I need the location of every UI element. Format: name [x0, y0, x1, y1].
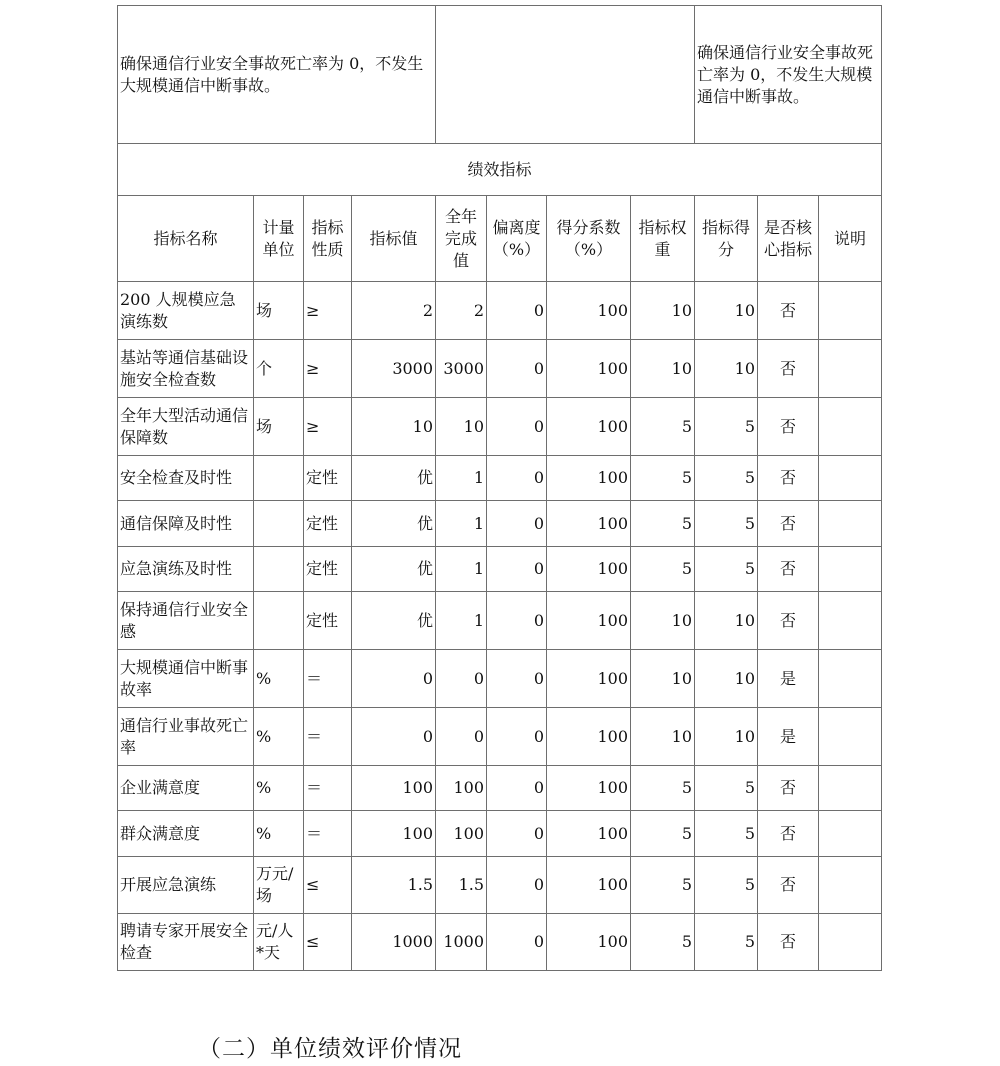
cell-value: 1000 [352, 914, 436, 971]
cell-unit [254, 501, 304, 547]
cell-name: 安全检查及时性 [118, 456, 254, 501]
cell-note [819, 914, 882, 971]
cell-annual: 1 [436, 547, 487, 592]
header-nature: 指标性质 [304, 196, 352, 282]
cell-annual: 10 [436, 398, 487, 456]
cell-note [819, 501, 882, 547]
table-row [118, 708, 882, 766]
cell-name: 企业满意度 [118, 766, 254, 811]
cell-note [819, 708, 882, 766]
cell-core: 否 [758, 340, 819, 398]
cell-note [819, 857, 882, 914]
cell-nature: ≤ [304, 857, 352, 914]
cell-value: 0 [352, 708, 436, 766]
section-heading: （二）单位绩效评价情况 [198, 1036, 462, 1062]
cell-coef: 100 [547, 547, 631, 592]
cell-core: 否 [758, 914, 819, 971]
header-core: 是否核心指标 [758, 196, 819, 282]
cell-coef: 100 [547, 650, 631, 708]
cell-score: 5 [695, 811, 758, 857]
cell-name: 通信行业事故死亡率 [118, 708, 254, 766]
cell-coef: 100 [547, 282, 631, 340]
header-row [118, 196, 882, 282]
cell-annual: 100 [436, 811, 487, 857]
cell-note [819, 592, 882, 650]
table-row [118, 547, 882, 592]
table-row [118, 456, 882, 501]
cell-weight: 10 [631, 592, 695, 650]
cell-name: 群众满意度 [118, 811, 254, 857]
cell-deviation: 0 [487, 857, 547, 914]
cell-deviation: 0 [487, 282, 547, 340]
cell-value: 优 [352, 501, 436, 547]
cell-core: 否 [758, 857, 819, 914]
cell-core: 否 [758, 282, 819, 340]
header-name: 指标名称 [118, 196, 254, 282]
cell-score: 10 [695, 282, 758, 340]
cell-note [819, 547, 882, 592]
table-row [118, 282, 882, 340]
cell-name: 通信保障及时性 [118, 501, 254, 547]
cell-nature: ＝ [304, 811, 352, 857]
header-value: 指标值 [352, 196, 436, 282]
cell-annual: 1.5 [436, 857, 487, 914]
cell-annual: 1 [436, 592, 487, 650]
cell-nature: ≤ [304, 914, 352, 971]
table-row [118, 766, 882, 811]
goal-text-right: 确保通信行业安全事故死亡率为 0，不发生大规模通信中断事故。 [697, 42, 874, 106]
cell-unit [254, 456, 304, 501]
cell-deviation: 0 [487, 456, 547, 501]
section-label-row [118, 144, 882, 196]
cell-score: 5 [695, 398, 758, 456]
cell-unit: 场 [254, 282, 304, 340]
cell-nature: 定性 [304, 547, 352, 592]
cell-coef: 100 [547, 592, 631, 650]
cell-core: 是 [758, 650, 819, 708]
cell-coef: 100 [547, 914, 631, 971]
cell-deviation: 0 [487, 501, 547, 547]
cell-name: 全年大型活动通信保障数 [118, 398, 254, 456]
cell-note [819, 398, 882, 456]
cell-value: 1.5 [352, 857, 436, 914]
cell-weight: 10 [631, 650, 695, 708]
cell-note [819, 650, 882, 708]
cell-weight: 10 [631, 340, 695, 398]
cell-coef: 100 [547, 857, 631, 914]
cell-nature: 定性 [304, 456, 352, 501]
cell-deviation: 0 [487, 914, 547, 971]
cell-score: 5 [695, 766, 758, 811]
cell-weight: 10 [631, 282, 695, 340]
cell-nature: ＝ [304, 650, 352, 708]
header-score: 指标得分 [695, 196, 758, 282]
cell-name: 开展应急演练 [118, 857, 254, 914]
cell-weight: 10 [631, 708, 695, 766]
cell-name: 保持通信行业安全感 [118, 592, 254, 650]
cell-note [819, 811, 882, 857]
cell-score: 10 [695, 650, 758, 708]
cell-deviation: 0 [487, 650, 547, 708]
header-deviation: 偏离度（%） [487, 196, 547, 282]
cell-coef: 100 [547, 501, 631, 547]
table-row [118, 592, 882, 650]
cell-unit: 个 [254, 340, 304, 398]
cell-nature: ＝ [304, 708, 352, 766]
cell-note [819, 340, 882, 398]
header-unit: 计量单位 [254, 196, 304, 282]
cell-deviation: 0 [487, 398, 547, 456]
cell-annual: 0 [436, 650, 487, 708]
cell-unit [254, 547, 304, 592]
cell-annual: 3000 [436, 340, 487, 398]
cell-value: 优 [352, 547, 436, 592]
cell-coef: 100 [547, 766, 631, 811]
table-row [118, 914, 882, 971]
cell-core: 否 [758, 456, 819, 501]
goal-cell-right [695, 6, 882, 144]
cell-note [819, 282, 882, 340]
table-row [118, 340, 882, 398]
header-annual: 全年完成值 [436, 196, 487, 282]
cell-name: 大规模通信中断事故率 [118, 650, 254, 708]
cell-coef: 100 [547, 456, 631, 501]
cell-core: 否 [758, 547, 819, 592]
table-row [118, 398, 882, 456]
cell-name: 基站等通信基础设施安全检查数 [118, 340, 254, 398]
cell-score: 10 [695, 708, 758, 766]
cell-deviation: 0 [487, 766, 547, 811]
goal-text-left: 确保通信行业安全事故死亡率为 0，不发生大规模通信中断事故。 [120, 53, 424, 95]
table-row [118, 811, 882, 857]
cell-value: 优 [352, 456, 436, 501]
cell-deviation: 0 [487, 592, 547, 650]
cell-nature: 定性 [304, 592, 352, 650]
section-label: 绩效指标 [118, 144, 882, 196]
cell-unit: 场 [254, 398, 304, 456]
cell-nature: ≥ [304, 340, 352, 398]
cell-weight: 5 [631, 766, 695, 811]
cell-score: 5 [695, 501, 758, 547]
cell-weight: 5 [631, 456, 695, 501]
performance-table [117, 5, 882, 971]
cell-coef: 100 [547, 708, 631, 766]
cell-name: 200 人规模应急演练数 [118, 282, 254, 340]
table-row [118, 857, 882, 914]
cell-annual: 1000 [436, 914, 487, 971]
goal-row [118, 6, 882, 144]
cell-score: 5 [695, 857, 758, 914]
cell-unit: 元/人*天 [254, 914, 304, 971]
cell-value: 100 [352, 811, 436, 857]
cell-unit [254, 592, 304, 650]
cell-coef: 100 [547, 398, 631, 456]
cell-name: 应急演练及时性 [118, 547, 254, 592]
cell-value: 0 [352, 650, 436, 708]
cell-score: 10 [695, 340, 758, 398]
cell-unit: % [254, 811, 304, 857]
cell-nature: ≥ [304, 282, 352, 340]
cell-nature: 定性 [304, 501, 352, 547]
goal-cell-middle [436, 6, 695, 144]
cell-value: 100 [352, 766, 436, 811]
header-coef: 得分系数（%） [547, 196, 631, 282]
cell-unit: % [254, 766, 304, 811]
cell-core: 否 [758, 811, 819, 857]
cell-deviation: 0 [487, 547, 547, 592]
cell-coef: 100 [547, 811, 631, 857]
cell-core: 是 [758, 708, 819, 766]
table-row [118, 501, 882, 547]
cell-value: 优 [352, 592, 436, 650]
cell-annual: 1 [436, 456, 487, 501]
cell-note [819, 456, 882, 501]
cell-score: 5 [695, 547, 758, 592]
cell-weight: 5 [631, 547, 695, 592]
table-row [118, 650, 882, 708]
cell-deviation: 0 [487, 708, 547, 766]
cell-score: 5 [695, 914, 758, 971]
cell-deviation: 0 [487, 811, 547, 857]
cell-value: 10 [352, 398, 436, 456]
cell-score: 5 [695, 456, 758, 501]
cell-coef: 100 [547, 340, 631, 398]
cell-unit: 万元/场 [254, 857, 304, 914]
cell-value: 3000 [352, 340, 436, 398]
cell-core: 否 [758, 501, 819, 547]
cell-weight: 5 [631, 914, 695, 971]
cell-weight: 5 [631, 811, 695, 857]
cell-name: 聘请专家开展安全检查 [118, 914, 254, 971]
cell-annual: 1 [436, 501, 487, 547]
cell-score: 10 [695, 592, 758, 650]
cell-value: 2 [352, 282, 436, 340]
cell-deviation: 0 [487, 340, 547, 398]
header-weight: 指标权重 [631, 196, 695, 282]
cell-weight: 5 [631, 857, 695, 914]
cell-annual: 0 [436, 708, 487, 766]
cell-unit: % [254, 650, 304, 708]
cell-note [819, 766, 882, 811]
cell-core: 否 [758, 398, 819, 456]
cell-unit: % [254, 708, 304, 766]
cell-nature: ＝ [304, 766, 352, 811]
cell-core: 否 [758, 766, 819, 811]
cell-nature: ≥ [304, 398, 352, 456]
cell-core: 否 [758, 592, 819, 650]
header-note: 说明 [819, 196, 882, 282]
cell-annual: 100 [436, 766, 487, 811]
cell-weight: 5 [631, 398, 695, 456]
goal-cell-left [118, 6, 436, 144]
cell-annual: 2 [436, 282, 487, 340]
cell-weight: 5 [631, 501, 695, 547]
